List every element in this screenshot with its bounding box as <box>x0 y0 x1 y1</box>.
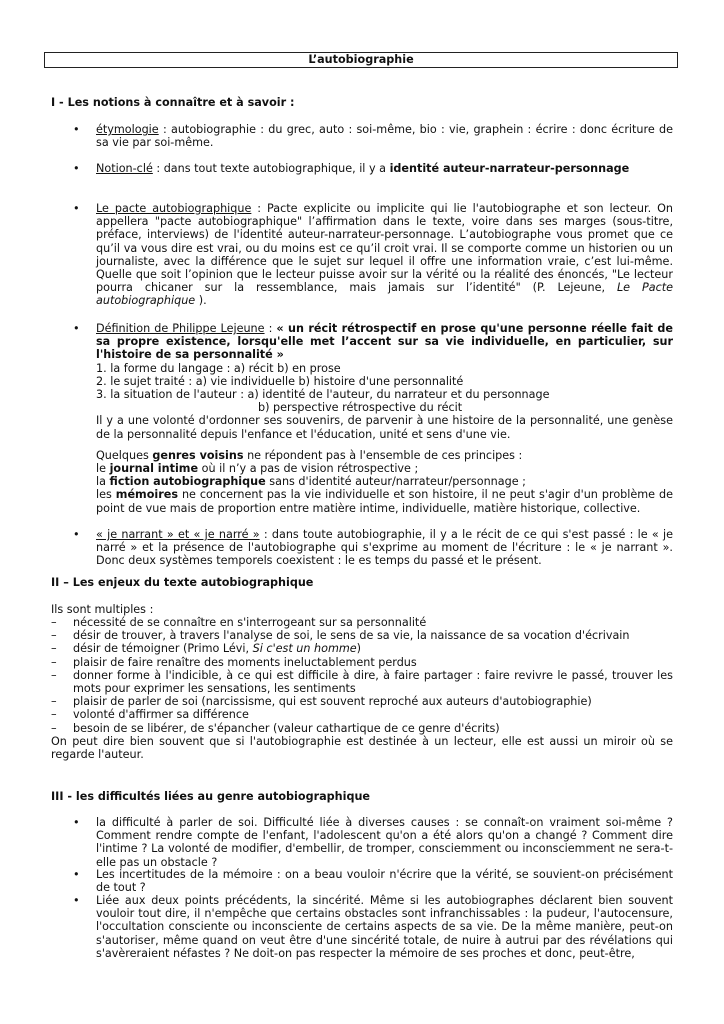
dash-icon: – <box>51 721 57 735</box>
dash-icon: – <box>51 695 57 709</box>
list-item: – nécessité de se connaître en s'interrogeant sur sa personnalité <box>51 616 427 629</box>
dash-icon: – <box>51 642 57 656</box>
list-item: – plaisir de parler de soi (narcissisme, qui est souvent reproché aux auteurs d'autobiographie) <box>51 695 592 709</box>
list-item: – besoin de se libérer, de s'épancher (valeur cathartique de ce genre d'écrits) <box>51 721 500 735</box>
bullet-icon: • <box>73 162 80 175</box>
section-2-conclusion: On peut dire bien souvent que si l'autobiographie est destinée à un lecteur, elle est aussi un miroir où se regarde l'auteur. <box>51 734 673 762</box>
dash-icon: – <box>51 708 57 722</box>
list-item: – désir de trouver, à travers l'analyse de soi, le sens de sa vie, la naissance de sa vocation d'écrivain <box>51 629 630 643</box>
term-etymologie: étymologie <box>96 123 159 136</box>
term-definition: Définition de Philippe Lejeune <box>96 322 265 335</box>
genres-voisins: genres voisins <box>152 448 244 462</box>
pacte-text: : Pacte explicite ou implicite qui lie l'autobiographe et son lecteur. On appellera "pacte autobiographique" l’affirmation dans le texte, voire dans ses marges (sous-titre, préface, interviews) de l'identité auteur-narrateur-personnage. L’autobiographe vous promet que ce qu’il va vous dire est vrai, ou du moins est ce qu’il croit vrai. Il se comporte comme un historien ou un journaliste, avec la différence que le sujet sur lequel il offre une information vraie, c’est lui-même. Quelle que soit l’opinion que le lecteur puisse avoir sur la vérité ou la réalité des énoncés, "Le lecteur pourra chicaner sur la ressemblance, mais jamais sur l’identité" (P. Lejeune, <box>96 202 673 295</box>
definition-colon: : <box>264 322 277 335</box>
bullet-notion-cle <box>51 162 673 175</box>
definition-quote: « un récit rétrospectif en prose qu'une personne réelle fait de sa propre existence, lorsqu'elle met l’accent sur sa vie individuelle, en particulier, sur l'histoire de sa personnalité » <box>96 322 673 362</box>
narrant-text: : dans toute autobiographie, il y a le récit de ce qui s'est passé : le « je narré » et la présence de l'autobiographe qui s'exprime au moment de l'écriture : le « je narrant ». Donc deux systèmes temporels coexistent : le es temps du passé et le présent. <box>96 528 673 568</box>
bullet-difficulte: • la difficulté à parler de soi. Difficulté liée à diverses causes : se connaît-on vraiment soi-même ? Comment rendre compte de l'enfant, l'adolescent qu'on a été alors qu'on a changé ? Comment dire l'intime ? La volonté de modifier, d'embellir, de tromper, consciemment ou inconsciemment ne sera-t-elle pas un obstacle ? <box>73 816 673 869</box>
primo-levi-title: Si c'est un homme <box>252 642 357 656</box>
dash-icon: – <box>51 616 57 629</box>
bullet-icon: • <box>73 816 80 829</box>
section-2-heading: II – Les enjeux du texte autobiographique <box>51 576 314 589</box>
bullet-definition: • Définition de Philippe Lejeune : « un récit rétrospectif en prose qu'une personne réelle fait de sa propre existence, lorsqu'elle met l’accent sur sa vie individuelle, en particulier, sur l'histoire de sa personnalité » 1. la forme du langage : a) récit b) en prose 2. le sujet traité : a) vie individuelle b) histoire d'une personnalité 3. la situation de l'auteur : a) identité de l'auteur, du narrateur et du personnage b) perspective rétrospective du récit Il y a une volonté d'ordonner ses souvenirs, de parvenir à une histoire de la personnalité, une genèse de la personnalité depuis l'enfance et l'éducation, unité et sens d'une vie. Quelques genres voisins ne répondent pas à l'ensemble de ces principes : le journal intime où il n’y a pas de vision rétrospective ; la fiction autobiographique sans d'identité auteur/narrateur/personnage ; les mémoires ne concernent pas la vie individuelle et son histoire, il ne peut s'agir d'un problème de point de vue mais de proportion entre matière intime, individuelle, matière historique, collective. <box>73 322 673 515</box>
list-item: – désir de témoigner (Primo Lévi, Si c'est un homme) <box>51 642 362 656</box>
dash-icon: – <box>51 629 57 643</box>
definition-line-3: 3. la situation de l'auteur : a) identité de l'auteur, du narrateur et du personnage <box>96 388 550 402</box>
definition-line-4: b) perspective rétrospective du récit <box>258 401 463 415</box>
bullet-memoire: • Les incertitudes de la mémoire : on a beau vouloir n'écrire que la vérité, se souvient-on précisément de tout ? <box>73 868 673 895</box>
document-title: L’autobiographie <box>44 52 678 68</box>
section-2-intro: Ils sont multiples : <box>51 603 154 616</box>
list-item: – volonté d'affirmer sa différence <box>51 708 249 722</box>
bullet-je-narrant <box>51 528 673 568</box>
list-item: – plaisir de faire renaître des moments ineluctablement perdus <box>51 655 417 669</box>
bullet-icon: • <box>73 868 80 881</box>
section-3-heading: III - les difficultés liées au genre autobiographique <box>51 790 371 803</box>
dash-icon: – <box>51 668 57 682</box>
etymologie-text: : autobiographie : du grec, auto : soi-même, bio : vie, graphein : écrire : donc écriture de sa vie par soi-même. <box>96 123 673 150</box>
bullet-sincerite: • Liée aux deux points précédents, la sincérité. Même si les autobiographes déclarent bien souvent vouloir tout dire, il n'empêche que certains obstacles sont infranchissables : la pudeur, l'autocensure, l'occultation consciente ou inconsciente de certains aspects de sa vie. De la même manière, peut-on s'autoriser, même quand on veut être d'une sincérité totale, de nuire à autrui par des révélations qui s'avèreraient néfastes ? Ne doit-on pas respecter la mémoire de ses proches et donc, peut-être, <box>73 894 673 960</box>
pacte-end: ). <box>195 294 207 308</box>
notion-bold: identité auteur-narrateur-personnage <box>389 162 630 175</box>
section-1-heading: I - Les notions à connaître et à savoir : <box>51 96 295 109</box>
term-pacte: Le pacte autobiographique <box>96 202 252 215</box>
bullet-icon: • <box>73 322 80 335</box>
fiction-autobiographique: fiction autobiographique <box>109 475 266 489</box>
definition-paragraph: Il y a une volonté d'ordonner ses souvenirs, de parvenir à une histoire de la personnalité, une genèse de la personnalité depuis l'enfance et l'éducation, unité et sens d'une vie. <box>96 414 673 441</box>
notion-text: : dans tout texte autobiographique, il y a <box>152 162 390 175</box>
enjeux-list <box>51 616 673 761</box>
definition-line-1: 1. la forme du langage : a) récit b) en prose <box>96 361 341 375</box>
list-item: – donner forme à l'indicible, à ce qui est difficile à dire, à faire partager : faire revivre le passé, trouver les mots pour exprimer les sensations, les sentiments <box>51 668 673 696</box>
memoires: mémoires <box>115 488 178 502</box>
dash-icon: – <box>51 655 57 669</box>
bullet-icon: • <box>73 202 80 215</box>
bullet-icon: • <box>73 123 80 136</box>
definition-line-2: 2. le sujet traité : a) vie individuelle b) histoire d'une personnalité <box>96 374 464 388</box>
term-je-narrant: « je narrant » et « je narré » <box>96 528 260 541</box>
bullet-pacte <box>51 202 673 308</box>
pacte-italic: Le Pacte autobiographique <box>96 281 673 308</box>
journal-intime: journal intime <box>109 462 199 476</box>
term-notion-cle: Notion-clé <box>96 162 153 175</box>
bullet-etymologie <box>51 123 673 149</box>
bullet-icon: • <box>73 528 80 541</box>
bullet-icon: • <box>73 894 80 907</box>
